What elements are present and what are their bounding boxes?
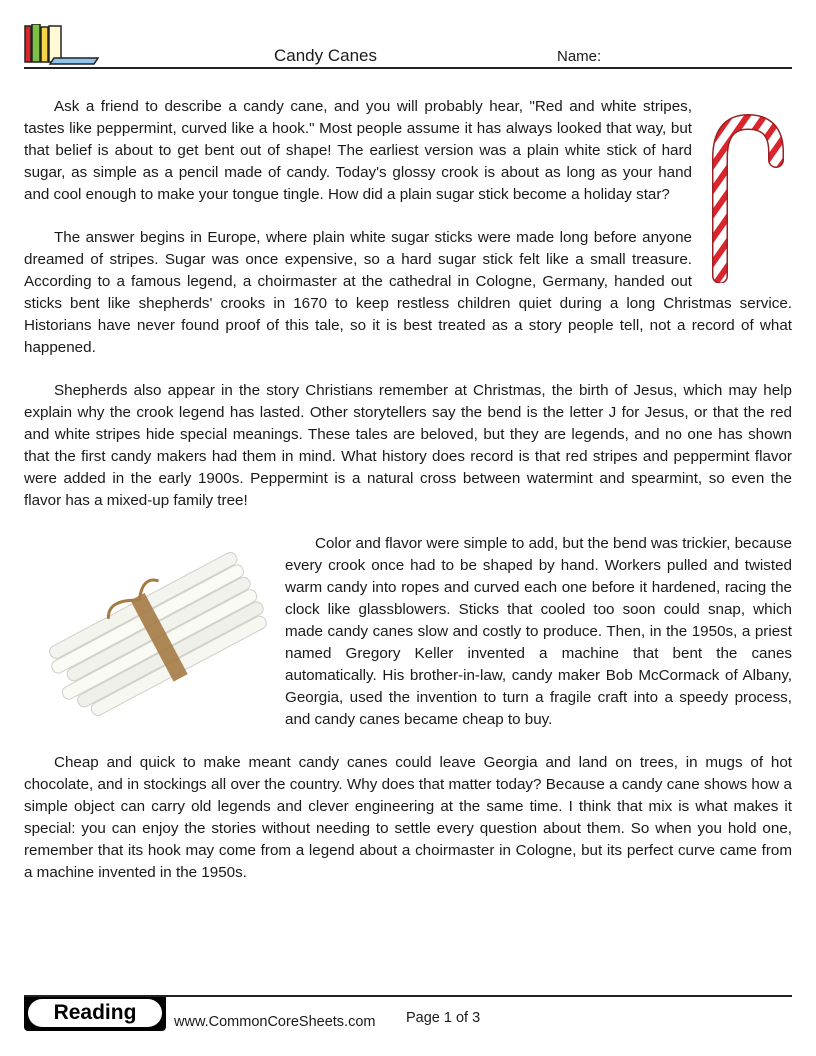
reading-badge bbox=[24, 997, 166, 1031]
page-number: Page 1 of 3 bbox=[406, 1010, 481, 1026]
books-icon bbox=[24, 24, 100, 66]
paragraph-3: Shepherds also appear in the story Christians remember at Christmas, the birth of Jesus, which may help explain why the crook legend has lasted. Other storytellers say the bend is the letter J for Jesus, or that the red and white stripes hide special meanings. These tales are beloved, but they are legends, and no one has shown that the first candy makers had them in mind. What history does record is that red stripes and peppermint flavor were added in the early 1900s. Peppermint is a natural cross between watermint and spearmint, so even the flavor has a mixed-up family tree! bbox=[24, 382, 792, 509]
page-header bbox=[24, 18, 792, 68]
paragraph-2: The answer begins in Europe, where plain white sugar sticks were made long before anyone dreamed of stripes. Sugar was once expensive, so a hard sugar stick felt like a small treasure. According to a famous legend, a choirmaster at the cathedral in Cologne, Germany, handed out sticks bent like shepherds' crooks in 1670 to keep restless children quiet during a long Christmas service. Historians have never found proof of this tale, so it is best treated as a story people tell, not a record of what happened. bbox=[24, 229, 792, 356]
candy-cane-image bbox=[698, 108, 788, 283]
article-body bbox=[24, 96, 792, 905]
page-title: Candy Canes bbox=[274, 46, 378, 65]
paragraph-4: Color and flavor were simple to add, but the bend was trickier, because every crook once had to be shaped by hand. Workers pulled and twisted warm candy into ropes and curved each one before it hardened, racing the clock like glassblowers. Sticks that cooled too soon could snap, which made candy canes slow and costly to produce. Then, in the 1950s, a priest named Gregory Keller invented a machine that bent the canes automatically. His brother-in-law, candy maker Bob McCormack of Albany, Georgia, used the invention to turn a fragile craft into a speedy process, and candy canes became cheap to buy. bbox=[285, 535, 792, 728]
sugar-sticks-bundle-image bbox=[32, 537, 277, 727]
name-label: Name: bbox=[557, 48, 602, 65]
header-divider bbox=[24, 67, 792, 69]
paragraph-1: Ask a friend to describe a candy cane, and you will probably hear, "Red and white stripes, tastes like peppermint, curved like a hook." Most people assume it has always looked that way, but that belief is about to get bent out of shape! The earliest version was a plain white stick of hard sugar, as simple as a pencil made of candy. Today's glossy crook is about as long as your hand and cool enough to make your tongue tingle. How did a plain sugar stick become a holiday star? bbox=[24, 98, 692, 203]
paragraph-5: Cheap and quick to make meant candy canes could leave Georgia and land on trees, in mugs of hot chocolate, and in stockings all over the country. Why does that matter today? Because a candy cane shows how a simple object can carry old legends and clever engineering at the same time. I think that mix is what makes it special: you can enjoy the stories without needing to settle every question about them. So when you hold one, remember that its hook may come from a legend about a choirmaster in Cologne, but its perfect curve came from a machine invented in the 1950s. bbox=[24, 754, 792, 881]
reading-badge-label: Reading bbox=[28, 999, 162, 1027]
website-link[interactable]: www.CommonCoreSheets.com bbox=[174, 1014, 376, 1030]
